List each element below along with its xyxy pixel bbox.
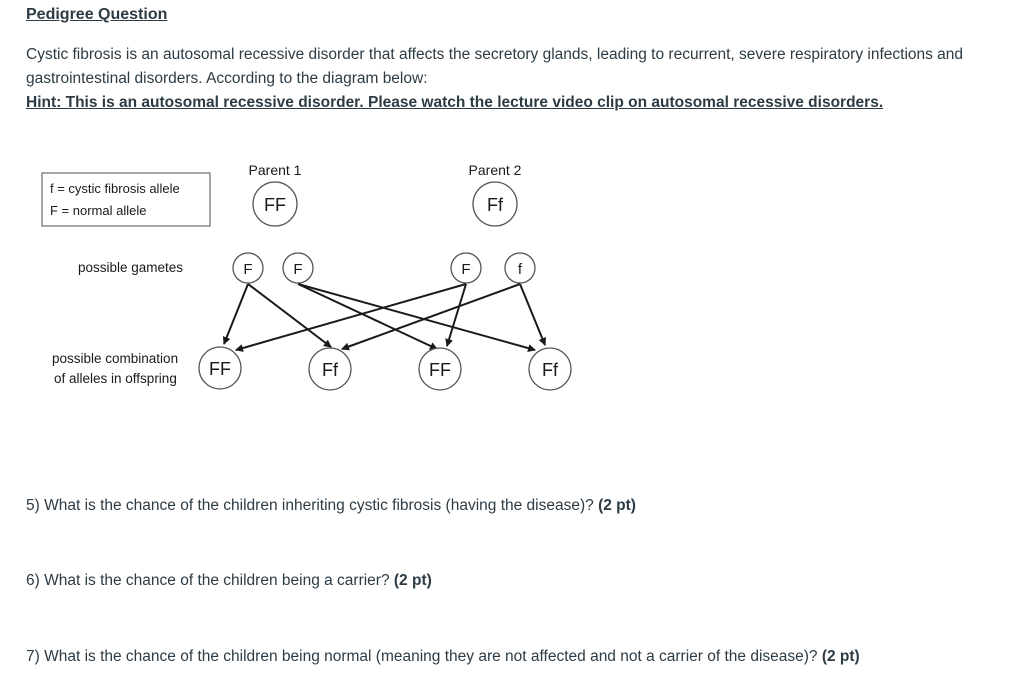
question-points: (2 pt) bbox=[598, 497, 636, 514]
gamete-allele: F bbox=[243, 261, 253, 278]
arrow-line bbox=[447, 284, 466, 346]
legend-line-recessive: f = cystic fibrosis allele bbox=[50, 181, 180, 196]
gamete-allele: f bbox=[517, 261, 523, 278]
question-text: 6) What is the chance of the children being a carrier? bbox=[26, 572, 394, 589]
offspring-genotype: Ff bbox=[542, 360, 558, 380]
arrow-line bbox=[224, 284, 248, 344]
offspring-genotype: FF bbox=[429, 360, 451, 380]
gamete-allele: F bbox=[293, 261, 303, 278]
gamete-allele: F bbox=[461, 261, 471, 278]
parent-2-genotype: Ff bbox=[487, 195, 503, 215]
page-title: Pedigree Question bbox=[26, 6, 168, 23]
question-text: 7) What is the chance of the children being normal (meaning they are not affected and not a carrier of the disease)? bbox=[26, 648, 822, 665]
question-points: (2 pt) bbox=[821, 648, 860, 665]
arrow-line bbox=[520, 284, 545, 345]
gametes-label: possible gametes bbox=[78, 260, 184, 275]
question-6 bbox=[26, 572, 432, 590]
legend-box bbox=[42, 173, 210, 226]
legend-line-dominant: F = normal allele bbox=[50, 203, 147, 218]
offspring-genotype: Ff bbox=[322, 360, 338, 380]
parent-1-genotype: FF bbox=[264, 195, 286, 215]
question-7 bbox=[26, 648, 860, 666]
question-text: 5) What is the chance of the children inheriting cystic fibrosis (having the disease)? bbox=[26, 497, 599, 514]
offspring-label-line1: possible combination bbox=[52, 351, 179, 366]
offspring-genotype: FF bbox=[209, 359, 231, 379]
question-5 bbox=[26, 497, 636, 515]
cross-arrows bbox=[224, 284, 545, 350]
offspring-label-line2: of alleles in offspring bbox=[54, 371, 177, 386]
intro-text: Cystic fibrosis is an autosomal recessive disorder that affects the secretory glands, leading to recurrent, severe respiratory infections and gastrointestinal disorders. According to the diagram below: bbox=[26, 46, 964, 87]
question-points: (2 pt) bbox=[393, 572, 432, 589]
parent-2-label: Parent 2 bbox=[468, 162, 522, 178]
hint-text: Hint: This is an autosomal recessive disorder. Please watch the lecture video clip on autosomal recessive disorders. bbox=[26, 94, 884, 111]
parent-1-label: Parent 1 bbox=[248, 162, 302, 178]
